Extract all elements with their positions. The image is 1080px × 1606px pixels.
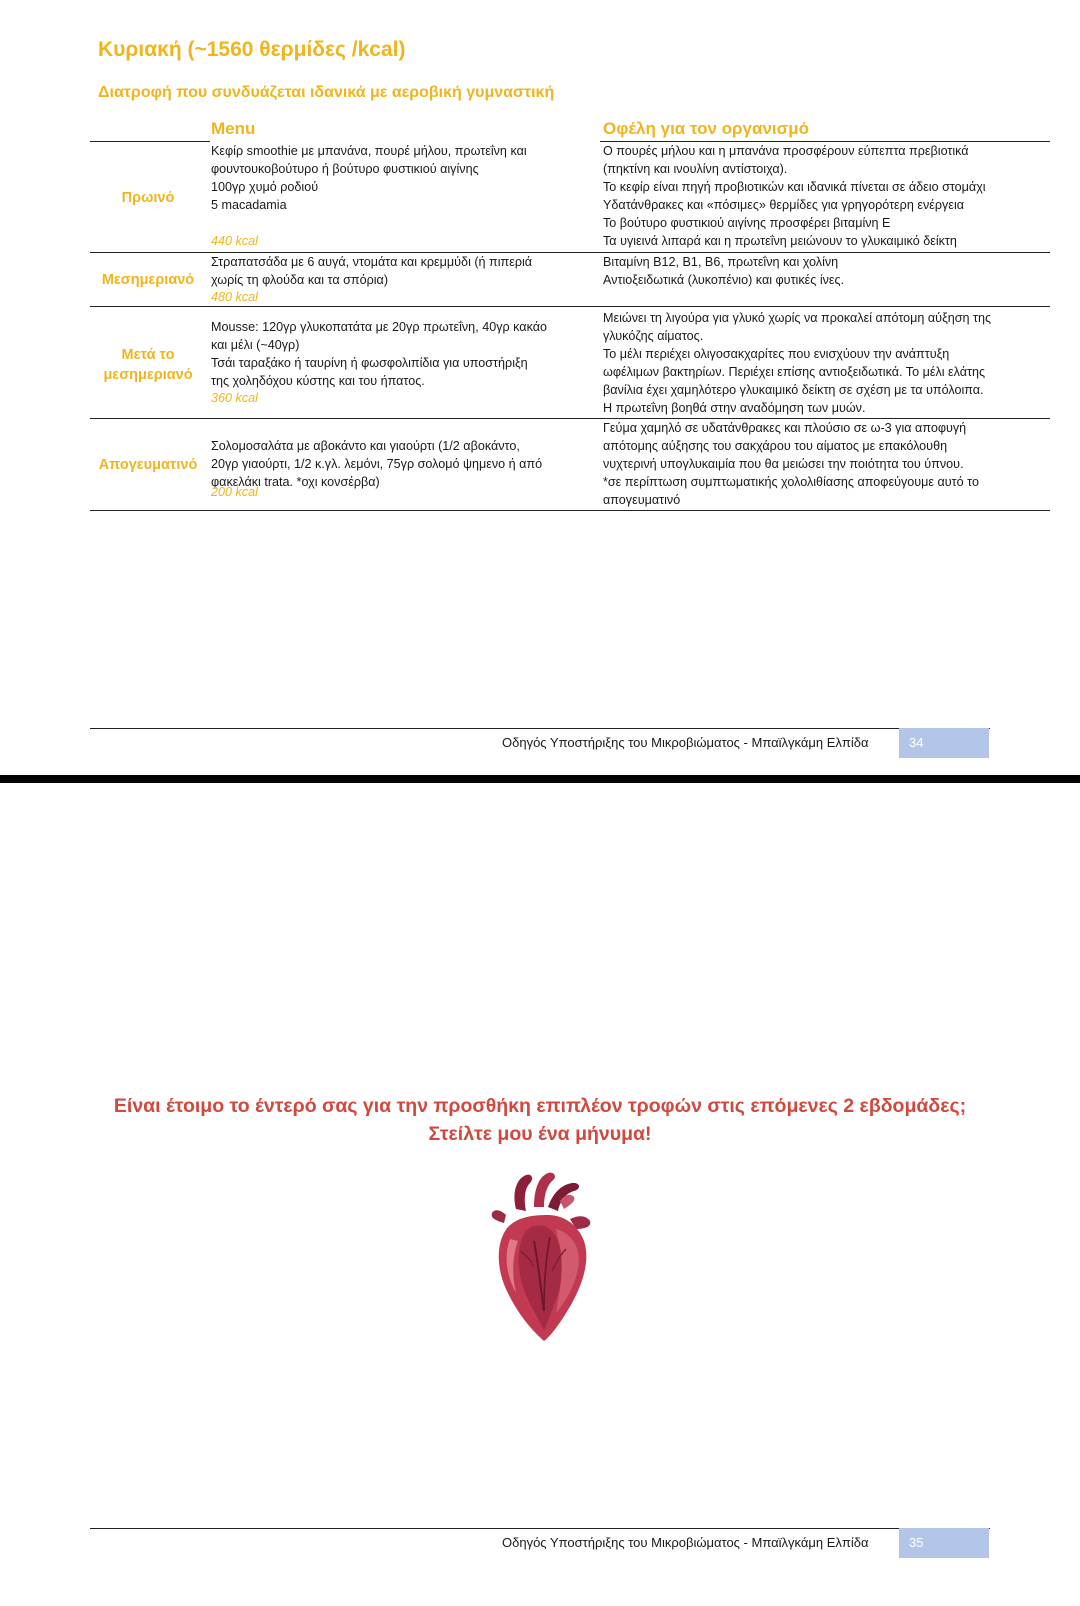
row-divider xyxy=(90,306,1050,307)
kcal-afternoon: 200 kcal xyxy=(211,485,258,499)
menu-cell-breakfast: Κεφίρ smoothie με μπανάνα, πουρέ μήλου, πρωτεΐνη και φουντουκοβούτυρο ή βούτυρο φυστικιού αιγίνης 100γρ χυμό ροδιού 5 macadamia xyxy=(211,144,527,212)
menu-cell-afternoon: Σολομοσαλάτα με αβοκάντο και γιαούρτι (1/2 αβοκάντο, 20γρ γιαούρτι, 1/2 κ.γλ. λεμόνι, 75γρ σολομό ψημενο ή από φακελάκι trata. *οχι κονσέρβα) xyxy=(211,439,543,489)
meal-label-after-lunch: Μετά το μεσημεριανό xyxy=(103,347,193,383)
meal-label-breakfast: Πρωινό xyxy=(121,190,175,206)
page-separator xyxy=(0,775,1080,783)
page-subtitle: Διατροφή που συνδυάζεται ιδανικά με αεροβική γυμναστική xyxy=(98,84,555,101)
kcal-breakfast: 440 kcal xyxy=(211,234,258,248)
page-number: 34 xyxy=(899,728,989,758)
footer-rule xyxy=(90,1528,990,1529)
call-to-action: Είναι έτοιμο το έντερό σας για την προσθήκη επιπλέον τροφών στις επόμενες 2 εβδομάδες; Στείλτε μου ένα μήνυμα! xyxy=(113,1095,967,1145)
benefits-cell-afternoon: Γεύμα χαμηλό σε υδατάνθρακες και πλούσιο σε ω-3 για αποφυγή απότομης αύξησης του σακχάρου του αίματος με επακόλουθη νυχτερινή υπογλυκαιμία που θα μειώσει την ποιότητα του ύπνου. *σε περίπτωση συμπτωματικής χολολιθίασης αποφεύγουμε αυτό το απογευματινό xyxy=(603,421,979,507)
meal-label-afternoon: Απογευματινό xyxy=(98,457,198,473)
page-title: Κυριακή (~1560 θερμίδες /kcal) xyxy=(98,38,406,61)
footer-text: Οδηγός Υποστήριξης του Μικροβιώματος - Μπαϊλγκάμη Ελπίδα xyxy=(502,735,869,750)
page-number: 35 xyxy=(899,1528,989,1558)
menu-cell-after-lunch: Mousse: 120γρ γλυκοπατάτα με 20γρ πρωτεΐνη, 40γρ κακάο και μέλι (~40γρ) Τσάι ταραξάκο ή ταυρίνη ή φωσφολιπίδια για υποστήριξη της χοληδόχου κύστης και του ήπατος. xyxy=(211,320,548,388)
meal-label-lunch: Μεσημεριανό xyxy=(101,272,195,288)
footer-text: Οδηγός Υποστήριξης του Μικροβιώματος - Μπαϊλγκάμη Ελπίδα xyxy=(502,1535,869,1550)
document-page-35 xyxy=(0,783,1080,1606)
table-bottom-rule xyxy=(90,510,1050,511)
benefits-cell-lunch: Βιταμίνη Β12, Β1, Β6, πρωτεΐνη και χολίνη Αντιοξειδωτικά (λυκοπένιο) και φυτικές ίνες. xyxy=(603,255,845,287)
document-page-34 xyxy=(0,0,1080,775)
benefits-cell-breakfast: Ο πουρές μήλου και η μπανάνα προσφέρουν εύπεπτα πρεβιοτικά (πηκτίνη και ινουλίνη αντίστοιχα). Το κεφίρ είναι πηγή προβιοτικών και ιδανικά πίνεται σε άδειο στομάχι Υδατάνθρακες και «πόσιμες» θερμίδες για γρηγορότερη ενέργεια Το βούτυρο φυστικιού αιγίνης προσφέρει βιταμίνη Ε Τα υγιεινά λιπαρά και η πρωτεΐνη μειώνουν το γλυκαιμικό δείκτη xyxy=(603,144,986,248)
table-top-rule-left xyxy=(90,141,210,142)
column-header-benefits: Οφέλη για τον οργανισμό xyxy=(603,119,810,138)
kcal-after-lunch: 360 kcal xyxy=(211,391,258,405)
footer-rule xyxy=(90,728,990,729)
heart-illustration xyxy=(486,1171,598,1343)
menu-cell-lunch: Στραπατσάδα με 6 αυγά, ντομάτα και κρεμμύδι (ή πιπεριά χωρίς τη φλούδα και τα σπόρια) xyxy=(211,255,533,287)
benefits-cell-after-lunch: Μειώνει τη λιγούρα για γλυκό χωρίς να προκαλεί απότομη αύξηση της γλυκόζης αίματος. Το μέλι περιέχει ολιγοσακχαρίτες που ενισχύουν την ανάπτυξη ωφέλιμων βακτηρίων. Περιέχει επίσης αντιοξειδωτικά. Το μέλι ελάτης βανίλια έχει χαμηλότερο γλυκαιμικό δείκτη σε σχέση με τα υπόλοιπα. Η πρωτεΐνη βοηθά στην αναδόμηση των μυών. xyxy=(603,311,992,415)
kcal-lunch: 480 kcal xyxy=(211,290,258,304)
column-header-menu: Menu xyxy=(211,119,256,138)
